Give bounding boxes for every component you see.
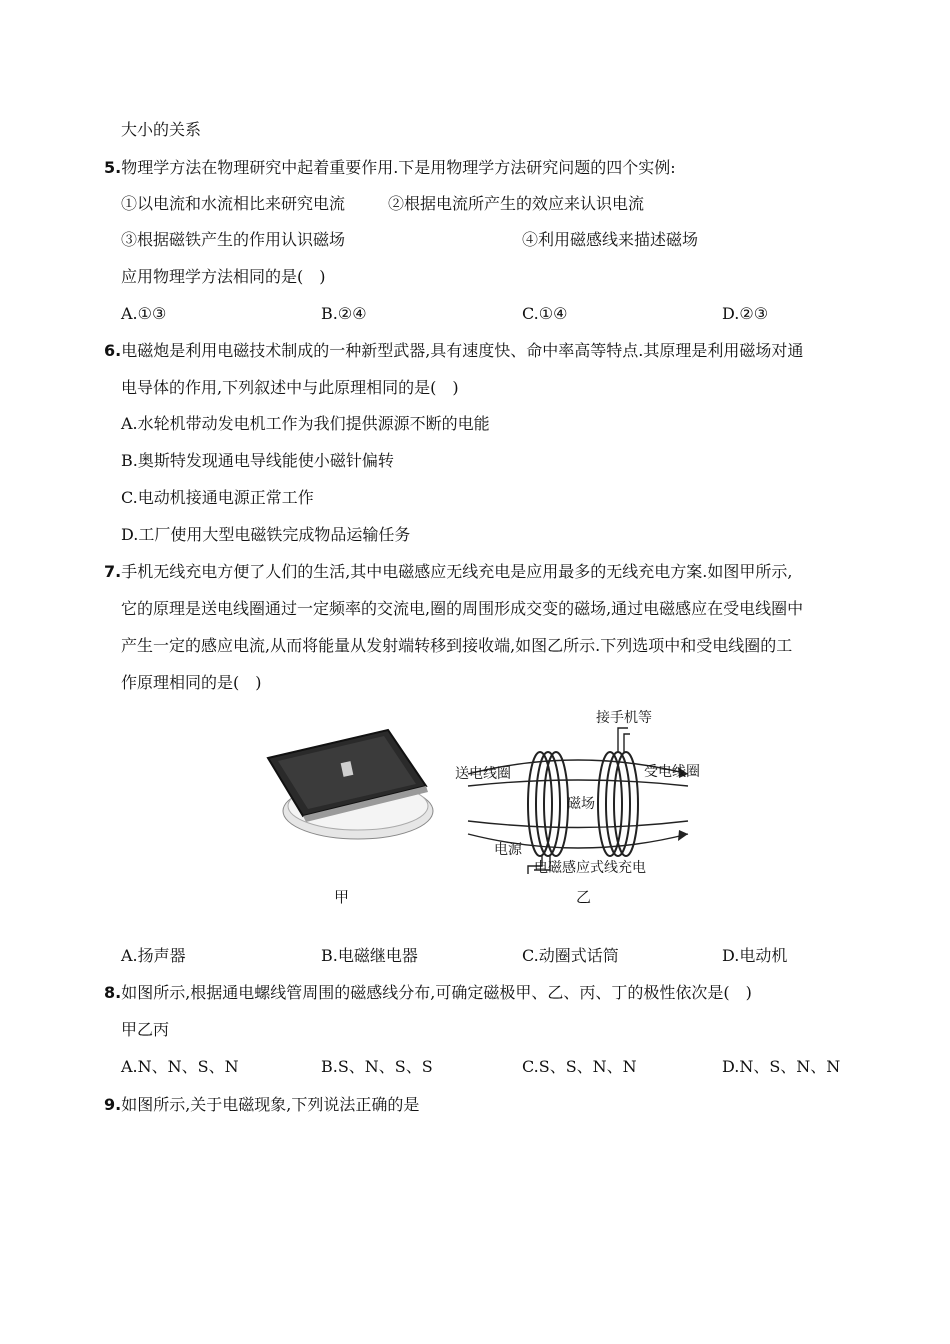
q5-ask: 应用物理学方法相同的是( ): [121, 267, 326, 286]
continuation-text: 大小的关系: [121, 120, 202, 139]
question-6-number: 6.: [104, 341, 122, 360]
q5-option-d[interactable]: D.②③: [722, 304, 769, 323]
q6-option-c[interactable]: C.电动机接通电源正常工作: [121, 488, 314, 507]
q5-option-c[interactable]: C.①④: [522, 304, 568, 323]
q7-option-d[interactable]: D.电动机: [722, 946, 788, 965]
q8-option-a[interactable]: A.N、N、S、N: [121, 1057, 239, 1076]
q7-option-b[interactable]: B.电磁继电器: [321, 946, 418, 965]
coil-diagram: [455, 709, 700, 876]
caption-b: 乙: [576, 888, 592, 906]
q8-labels: 甲乙丙: [121, 1020, 170, 1039]
q7-option-c[interactable]: C.动圈式话筒: [522, 946, 619, 965]
caption-a: 甲: [334, 888, 350, 906]
q5-option-b[interactable]: B.②④: [321, 304, 367, 323]
question-8-text: 如图所示,根据通电螺线管周围的磁感线分布,可确定磁极甲、乙、丙、丁的极性依次是( ): [121, 983, 752, 1002]
label-field: 磁场: [567, 796, 595, 812]
label-title: 电磁感应式线充电: [534, 860, 646, 876]
question-8-stem: [104, 983, 752, 1003]
q8-option-b[interactable]: B.S、N、S、S: [321, 1057, 433, 1076]
q8-option-d[interactable]: D.N、S、N、N: [722, 1057, 841, 1076]
question-5-text: 物理学方法在物理研究中起着重要作用.下是用物理学方法研究问题的四个实例:: [121, 158, 676, 177]
question-8-number: 8.: [104, 983, 122, 1002]
q5-item-2: ②根据电流所产生的效应来认识电流: [388, 194, 645, 213]
wireless-charging-figure: [258, 706, 710, 906]
question-6-stem-2: 电导体的作用,下列叙述中与此原理相同的是( ): [121, 378, 459, 397]
question-6-text-1: 电磁炮是利用电磁技术制成的一种新型武器,具有速度快、命中率高等特点.其原理是利用磁场对通: [121, 341, 804, 360]
label-source: 电源: [494, 842, 522, 858]
label-send-coil: 送电线圈: [455, 766, 511, 782]
question-9-text: 如图所示,关于电磁现象,下列说法正确的是: [121, 1095, 420, 1114]
question-9-stem: [104, 1095, 419, 1115]
q5-option-a[interactable]: A.①③: [121, 304, 167, 323]
q5-item-4: ④利用磁感线来描述磁场: [522, 230, 699, 249]
q7-option-a[interactable]: A.扬声器: [121, 946, 186, 965]
question-6-stem-1: [104, 341, 803, 361]
phone-on-charger-illustration: [268, 730, 433, 839]
question-7-stem-4: 作原理相同的是( ): [121, 673, 262, 692]
q6-option-a[interactable]: A.水轮机带动发电机工作为我们提供源源不断的电能: [121, 414, 490, 433]
q6-option-b[interactable]: B.奥斯特发现通电导线能使小磁针偏转: [121, 451, 394, 470]
label-receive-coil: 受电线圈: [644, 764, 700, 780]
figure-svg: [258, 706, 710, 906]
question-7-text-1: 手机无线充电方便了人们的生活,其中电磁感应无线充电是应用最多的无线充电方案.如图甲所示,: [121, 562, 793, 581]
question-5-number: 5.: [104, 158, 122, 177]
question-7-number: 7.: [104, 562, 122, 581]
q6-option-d[interactable]: D.工厂使用大型电磁铁完成物品运输任务: [121, 525, 411, 544]
q8-option-c[interactable]: C.S、S、N、N: [522, 1057, 637, 1076]
question-7-stem-3: 产生一定的感应电流,从而将能量从发射端转移到接收端,如图乙所示.下列选项中和受电线圈的工: [121, 636, 793, 655]
question-9-number: 9.: [104, 1095, 122, 1114]
question-5-stem: [104, 158, 676, 178]
q5-item-1: ①以电流和水流相比来研究电流: [121, 194, 346, 213]
question-7-stem-2: 它的原理是送电线圈通过一定频率的交流电,圈的周围形成交变的磁场,通过电磁感应在受电线圈中: [121, 599, 804, 618]
label-phone: 接手机等: [596, 710, 652, 726]
q5-item-3: ③根据磁铁产生的作用认识磁场: [121, 230, 346, 249]
question-7-stem-1: [104, 562, 792, 582]
